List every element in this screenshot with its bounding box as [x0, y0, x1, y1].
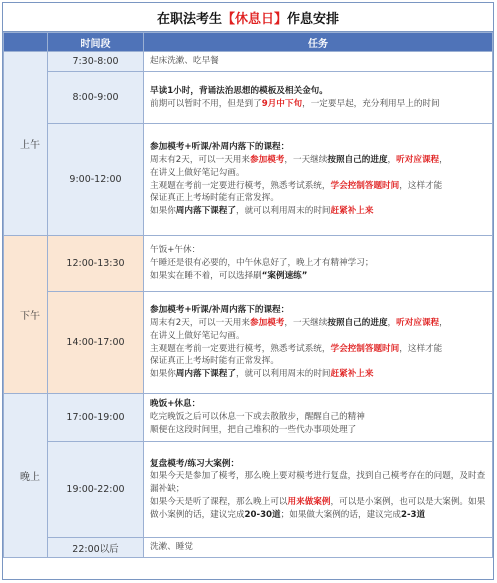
table-row [4, 292, 493, 394]
task-cell: 参加模考+听课/补周内落下的课程： 周末有2天，可以一天用来参加模考，一天继续按照自己的进度，听对应课程， 在讲义上做好笔记勾画。 主观题在考前一定要进行模考，熟悉考试系统，学会控制答题时间，这样才能 保证真正上考场时能有正常发挥。 如果你周内落下课程了，就可以利用周末的时间赶紧补上来 [144, 292, 493, 394]
header-task: 任务 [144, 33, 493, 52]
schedule-table [3, 32, 493, 558]
time-cell: 8:00-9:00 [48, 72, 144, 124]
table-row [4, 52, 493, 72]
time-cell: 22:00以后 [48, 538, 144, 558]
table-row [4, 72, 493, 124]
header-row [4, 33, 493, 52]
title-highlight: 休息日 [234, 11, 274, 27]
table-row [4, 394, 493, 442]
period-morning: 上午 [4, 52, 48, 236]
time-cell: 9:00-12:00 [48, 124, 144, 236]
task-cell: 复盘模考/练习大案例： 如果今天是参加了模考，那么晚上要对模考进行复盘，找到自己模考存在的问题，及时查漏补缺； 如果今天是听了课程，那么晚上可以用来做案例，可以是小案例，也可以是大案例。如果做小案例的话，建议完成20-30道；如果做大案例的话，建议完成2-3道 [144, 442, 493, 538]
task-cell: 午饭+午休： 午睡还是很有必要的，中午休息好了，晚上才有精神学习； 如果实在睡不着，可以选择刷“案例速练” [144, 236, 493, 292]
table-row [4, 236, 493, 292]
header-time: 时间段 [48, 33, 144, 52]
task-cell: 洗漱、睡觉 [144, 538, 493, 558]
time-cell: 14:00-17:00 [48, 292, 144, 394]
period-afternoon: 下午 [4, 236, 48, 394]
period-evening: 晚上 [4, 394, 48, 558]
task-cell: 早读1小时，背诵法治思想的模板及相关金句。 前期可以暂时不用，但是到了9月中下旬，一定要早起，充分利用早上的时间 [144, 72, 493, 124]
page-title: 在职法考生 【 休息日 】 作息安排 [3, 3, 493, 32]
time-cell: 17:00-19:00 [48, 394, 144, 442]
time-cell: 12:00-13:30 [48, 236, 144, 292]
task-cell: 晚饭+休息： 吃完晚饭之后可以休息一下或去散散步，醒醒自己的精神 顺便在这段时间里，把自己堆积的一些代办事项处理了 [144, 394, 493, 442]
schedule-table-container [2, 2, 494, 580]
task-cell: 参加模考+听课/补周内落下的课程： 周末有2天，可以一天用来参加模考，一天继续按照自己的进度，听对应课程， 在讲义上做好笔记勾画。 主观题在考前一定要进行模考，熟悉考试系统，学会控制答题时间，这样才能 保证真正上考场时能有正常发挥。 如果你周内落下课程了，就可以利用周末的时间赶紧补上来 [144, 124, 493, 236]
table-row [4, 538, 493, 558]
table-row [4, 442, 493, 538]
time-cell: 19:00-22:00 [48, 442, 144, 538]
task-cell: 起床洗漱、吃早餐 [144, 52, 493, 72]
table-row [4, 124, 493, 236]
time-cell: 7:30-8:00 [48, 52, 144, 72]
